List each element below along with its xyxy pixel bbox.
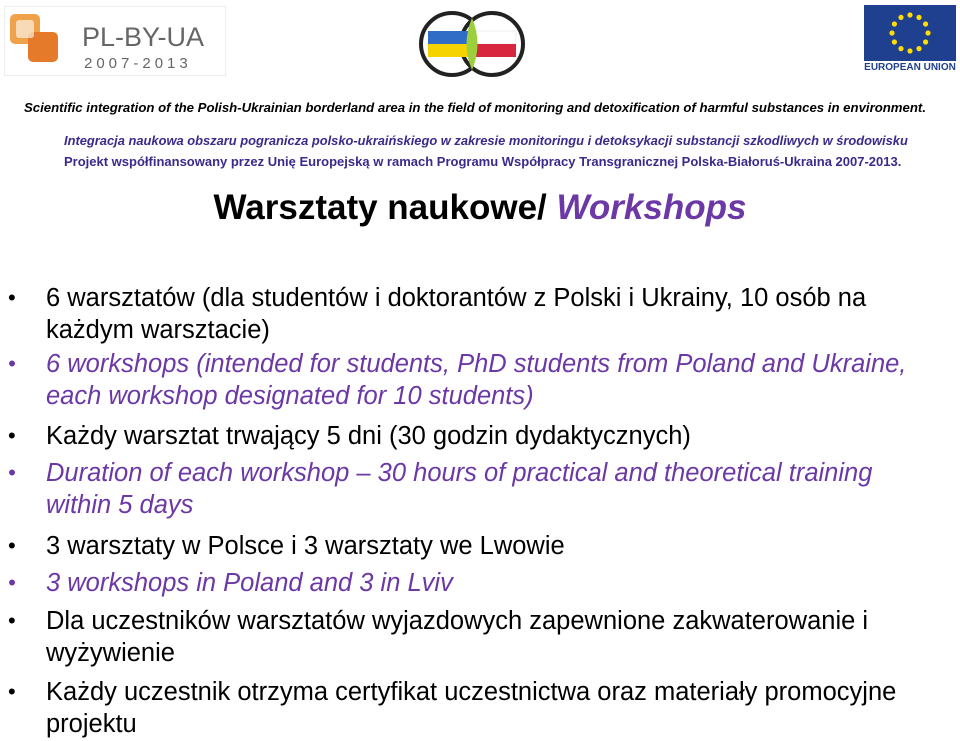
bullet-icon: • [8, 679, 16, 704]
list-item [8, 348, 936, 412]
bullet-icon: • [8, 285, 16, 310]
list-item-text: 6 warsztatów (dla studentów i doktorantów z Polski i Ukrainy, 10 osób na każdym warsztacie) [46, 284, 867, 344]
title-en: Workshops [556, 188, 747, 227]
bullet-icon: • [8, 423, 16, 448]
ukraine-flag-icon [428, 31, 468, 44]
list-item [8, 605, 936, 669]
bullet-icon: • [8, 533, 16, 558]
ukraine-poland-flags-logo [416, 11, 528, 77]
bullet-icon: • [8, 351, 16, 376]
list-item-text: 6 workshops (intended for students, PhD students from Poland and Ukraine, each workshop designated for 10 students) [46, 350, 907, 410]
list-item [8, 282, 936, 346]
list-item-text: 3 warsztaty w Polsce i 3 warsztaty we Lwowie [46, 532, 565, 560]
list-item-text: Każdy uczestnik otrzyma certyfikat uczestnictwa oraz materiały promocyjne projektu [46, 678, 897, 738]
list-item [8, 420, 936, 452]
list-item-text: 3 workshops in Poland and 3 in Lviv [46, 569, 453, 597]
project-info-pl: Integracja naukowa obszaru pogranicza polsko-ukraińskiego w zakresie monitoringu i detoksykacji substancji szkodliwych w środowisku [64, 133, 908, 148]
project-cofinancing: Projekt współfinansowany przez Unię Europejską w ramach Programu Współpracy Transgranicznej Polska-Białoruś-Ukraina 2007-2013. [64, 154, 902, 169]
title-pl: Warsztaty naukowe/ [213, 188, 557, 227]
bullet-icon: • [8, 570, 16, 595]
bullet-icon: • [8, 608, 16, 633]
list-item [8, 676, 936, 740]
logo-years: 2007-2013 [84, 55, 192, 72]
project-info-en: Scientific integration of the Polish-Ukrainian borderland area in the field of monitoring and detoxification of harmful substances in environment. [24, 100, 926, 115]
eu-caption: EUROPEAN UNION [864, 62, 956, 73]
pl-by-ua-logo [4, 6, 226, 76]
list-item [8, 457, 936, 521]
poland-flag-icon [476, 31, 516, 44]
list-item [8, 530, 936, 562]
list-item-text: Dla uczestników warsztatów wyjazdowych zapewnione zakwaterowanie i wyżywienie [46, 607, 869, 667]
bullet-icon: • [8, 460, 16, 485]
list-item [8, 567, 936, 599]
list-item-text: Duration of each workshop – 30 hours of practical and theoretical training within 5 days [46, 459, 873, 519]
logo-name: PL-BY-UA [82, 22, 205, 52]
page-title [0, 188, 960, 228]
list-item-text: Każdy warsztat trwający 5 dni (30 godzin dydaktycznych) [46, 422, 691, 450]
